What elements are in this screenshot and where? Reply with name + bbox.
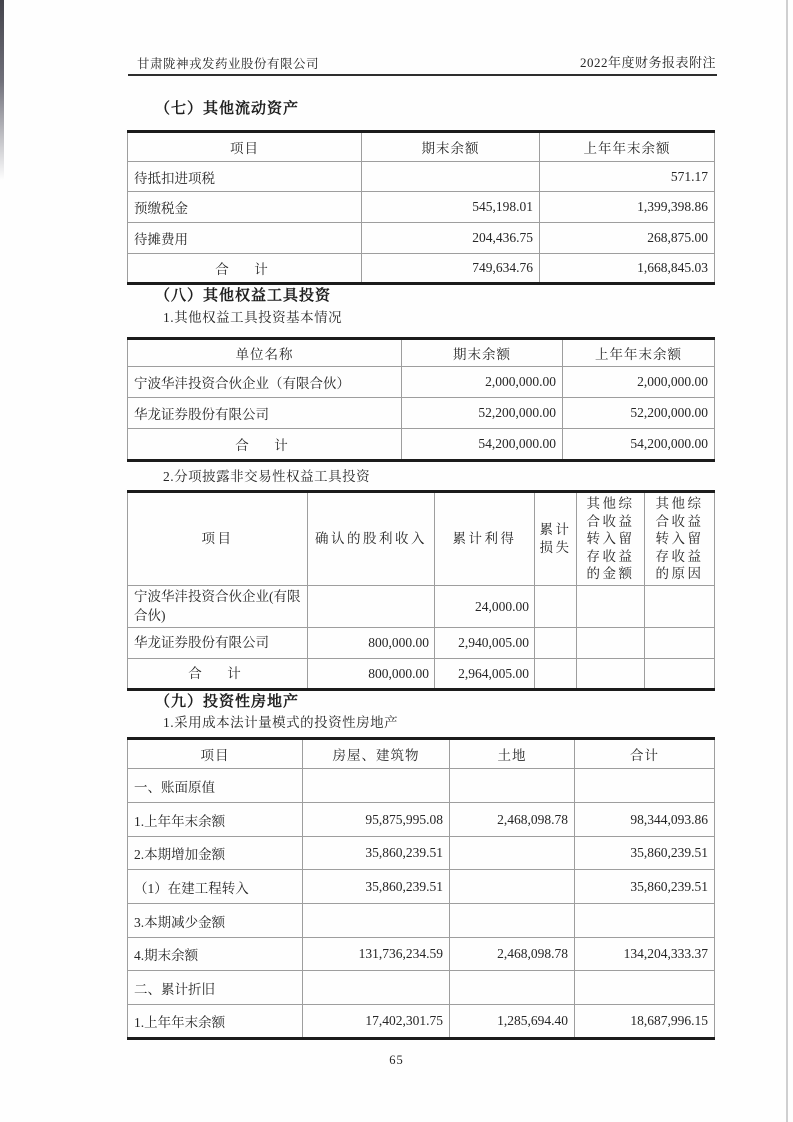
value-cell bbox=[535, 628, 577, 659]
item-cell: 4.期末余额 bbox=[128, 938, 303, 971]
value-cell bbox=[645, 628, 715, 659]
column-header: 项目 bbox=[128, 739, 303, 769]
value-cell bbox=[303, 971, 450, 1005]
table-row bbox=[128, 769, 715, 803]
company-name: 甘肃陇神戎发药业股份有限公司 bbox=[137, 57, 320, 71]
value-cell: 134,204,333.37 bbox=[575, 938, 715, 971]
table-row bbox=[128, 586, 715, 628]
value-cell bbox=[303, 769, 450, 803]
table-row bbox=[128, 162, 715, 192]
item-cell: 待抵扣进项税 bbox=[128, 162, 362, 192]
scan-artifact-left-edge bbox=[0, 0, 4, 180]
table-header-row bbox=[128, 132, 715, 162]
table-non-trading-equity-investments bbox=[127, 490, 715, 691]
column-header: 确认的股利收入 bbox=[308, 492, 435, 586]
section-9-subtitle-1: 1.采用成本法计量模式的投资性房地产 bbox=[163, 715, 399, 730]
value-cell bbox=[535, 586, 577, 628]
value-cell: 545,198.01 bbox=[362, 192, 540, 223]
value-cell bbox=[575, 971, 715, 1005]
value-cell bbox=[577, 628, 645, 659]
value-cell: 52,200,000.00 bbox=[402, 398, 563, 429]
value-cell: 1,285,694.40 bbox=[450, 1005, 575, 1039]
table-row bbox=[128, 398, 715, 429]
table-header-row bbox=[128, 739, 715, 769]
item-cell: 宁波华沣投资合伙企业(有限合伙) bbox=[128, 586, 308, 628]
page-number: 65 bbox=[389, 1053, 404, 1067]
table-equity-instrument-overview bbox=[127, 337, 715, 462]
value-cell bbox=[450, 904, 575, 938]
value-cell bbox=[450, 769, 575, 803]
value-cell bbox=[362, 162, 540, 192]
item-cell: 华龙证券股份有限公司 bbox=[128, 628, 308, 659]
value-cell: 18,687,996.15 bbox=[575, 1005, 715, 1039]
value-cell bbox=[645, 586, 715, 628]
item-cell: （1）在建工程转入 bbox=[128, 870, 303, 904]
item-cell: 2.本期增加金额 bbox=[128, 837, 303, 870]
column-header: 其他综合收益转入留存收益的金额 bbox=[577, 492, 645, 586]
column-header: 上年年末余额 bbox=[540, 132, 715, 162]
value-cell bbox=[577, 586, 645, 628]
value-cell: 17,402,301.75 bbox=[303, 1005, 450, 1039]
value-cell: 2,940,005.00 bbox=[435, 628, 535, 659]
table-header-row bbox=[128, 492, 715, 586]
table-row bbox=[128, 192, 715, 223]
item-cell: 一、账面原值 bbox=[128, 769, 303, 803]
table-header-row bbox=[128, 339, 715, 367]
item-cell: 3.本期减少金额 bbox=[128, 904, 303, 938]
total-label-cell: 合 计 bbox=[128, 429, 402, 461]
value-cell: 35,860,239.51 bbox=[303, 837, 450, 870]
value-cell bbox=[308, 586, 435, 628]
value-cell bbox=[577, 659, 645, 690]
value-cell bbox=[450, 870, 575, 904]
item-cell: 宁波华沣投资合伙企业（有限合伙） bbox=[128, 367, 402, 398]
column-header: 期末余额 bbox=[362, 132, 540, 162]
value-cell: 1,399,398.86 bbox=[540, 192, 715, 223]
header-rule bbox=[128, 74, 717, 76]
section-7-title: （七）其他流动资产 bbox=[155, 101, 300, 117]
value-cell bbox=[645, 659, 715, 690]
table-row bbox=[128, 628, 715, 659]
value-cell: 54,200,000.00 bbox=[563, 429, 715, 461]
value-cell: 2,468,098.78 bbox=[450, 938, 575, 971]
value-cell: 571.17 bbox=[540, 162, 715, 192]
value-cell: 131,736,234.59 bbox=[303, 938, 450, 971]
scan-artifact-right-edge bbox=[786, 0, 788, 1122]
value-cell bbox=[450, 837, 575, 870]
column-header: 其他综合收益转入留存收益的原因 bbox=[645, 492, 715, 586]
table-other-current-assets bbox=[127, 130, 715, 285]
column-header: 累计利得 bbox=[435, 492, 535, 586]
table-row bbox=[128, 971, 715, 1005]
value-cell: 2,964,005.00 bbox=[435, 659, 535, 690]
value-cell bbox=[535, 659, 577, 690]
value-cell: 95,875,995.08 bbox=[303, 803, 450, 837]
total-label-cell: 合 计 bbox=[128, 659, 308, 690]
column-header: 合计 bbox=[575, 739, 715, 769]
item-cell: 华龙证券股份有限公司 bbox=[128, 398, 402, 429]
table-row bbox=[128, 938, 715, 971]
column-header: 土地 bbox=[450, 739, 575, 769]
item-cell: 1.上年年末余额 bbox=[128, 1005, 303, 1039]
value-cell: 1,668,845.03 bbox=[540, 254, 715, 284]
value-cell bbox=[575, 904, 715, 938]
item-cell: 1.上年年末余额 bbox=[128, 803, 303, 837]
value-cell bbox=[303, 904, 450, 938]
value-cell: 2,468,098.78 bbox=[450, 803, 575, 837]
column-header: 累计损失 bbox=[535, 492, 577, 586]
value-cell: 35,860,239.51 bbox=[303, 870, 450, 904]
value-cell: 35,860,239.51 bbox=[575, 837, 715, 870]
table-row bbox=[128, 904, 715, 938]
value-cell: 2,000,000.00 bbox=[563, 367, 715, 398]
table-total-row bbox=[128, 659, 715, 690]
column-header: 上年年末余额 bbox=[563, 339, 715, 367]
value-cell bbox=[575, 769, 715, 803]
table-total-row bbox=[128, 254, 715, 284]
column-header: 项目 bbox=[128, 132, 362, 162]
item-cell: 二、累计折旧 bbox=[128, 971, 303, 1005]
table-investment-property bbox=[127, 737, 715, 1040]
value-cell: 268,875.00 bbox=[540, 223, 715, 254]
column-header: 房屋、建筑物 bbox=[303, 739, 450, 769]
column-header: 期末余额 bbox=[402, 339, 563, 367]
value-cell: 52,200,000.00 bbox=[563, 398, 715, 429]
value-cell bbox=[450, 971, 575, 1005]
table-row bbox=[128, 367, 715, 398]
table-row bbox=[128, 1005, 715, 1039]
value-cell: 800,000.00 bbox=[308, 659, 435, 690]
column-header: 项目 bbox=[128, 492, 308, 586]
item-cell: 待摊费用 bbox=[128, 223, 362, 254]
value-cell: 2,000,000.00 bbox=[402, 367, 563, 398]
value-cell: 54,200,000.00 bbox=[402, 429, 563, 461]
total-label-cell: 合 计 bbox=[128, 254, 362, 284]
table-total-row bbox=[128, 429, 715, 461]
report-title: 2022年度财务报表附注 bbox=[579, 55, 716, 70]
section-8-subtitle-2: 2.分项披露非交易性权益工具投资 bbox=[163, 469, 371, 484]
value-cell: 98,344,093.86 bbox=[575, 803, 715, 837]
table-row bbox=[128, 837, 715, 870]
table-row bbox=[128, 870, 715, 904]
item-cell: 预缴税金 bbox=[128, 192, 362, 223]
value-cell: 204,436.75 bbox=[362, 223, 540, 254]
section-8-subtitle-1: 1.其他权益工具投资基本情况 bbox=[163, 310, 343, 325]
value-cell: 749,634.76 bbox=[362, 254, 540, 284]
value-cell: 24,000.00 bbox=[435, 586, 535, 628]
value-cell: 35,860,239.51 bbox=[575, 870, 715, 904]
value-cell: 800,000.00 bbox=[308, 628, 435, 659]
section-8-title: （八）其他权益工具投资 bbox=[155, 288, 332, 304]
table-row bbox=[128, 803, 715, 837]
section-9-title: （九）投资性房地产 bbox=[155, 694, 300, 710]
table-row bbox=[128, 223, 715, 254]
column-header: 单位名称 bbox=[128, 339, 402, 367]
